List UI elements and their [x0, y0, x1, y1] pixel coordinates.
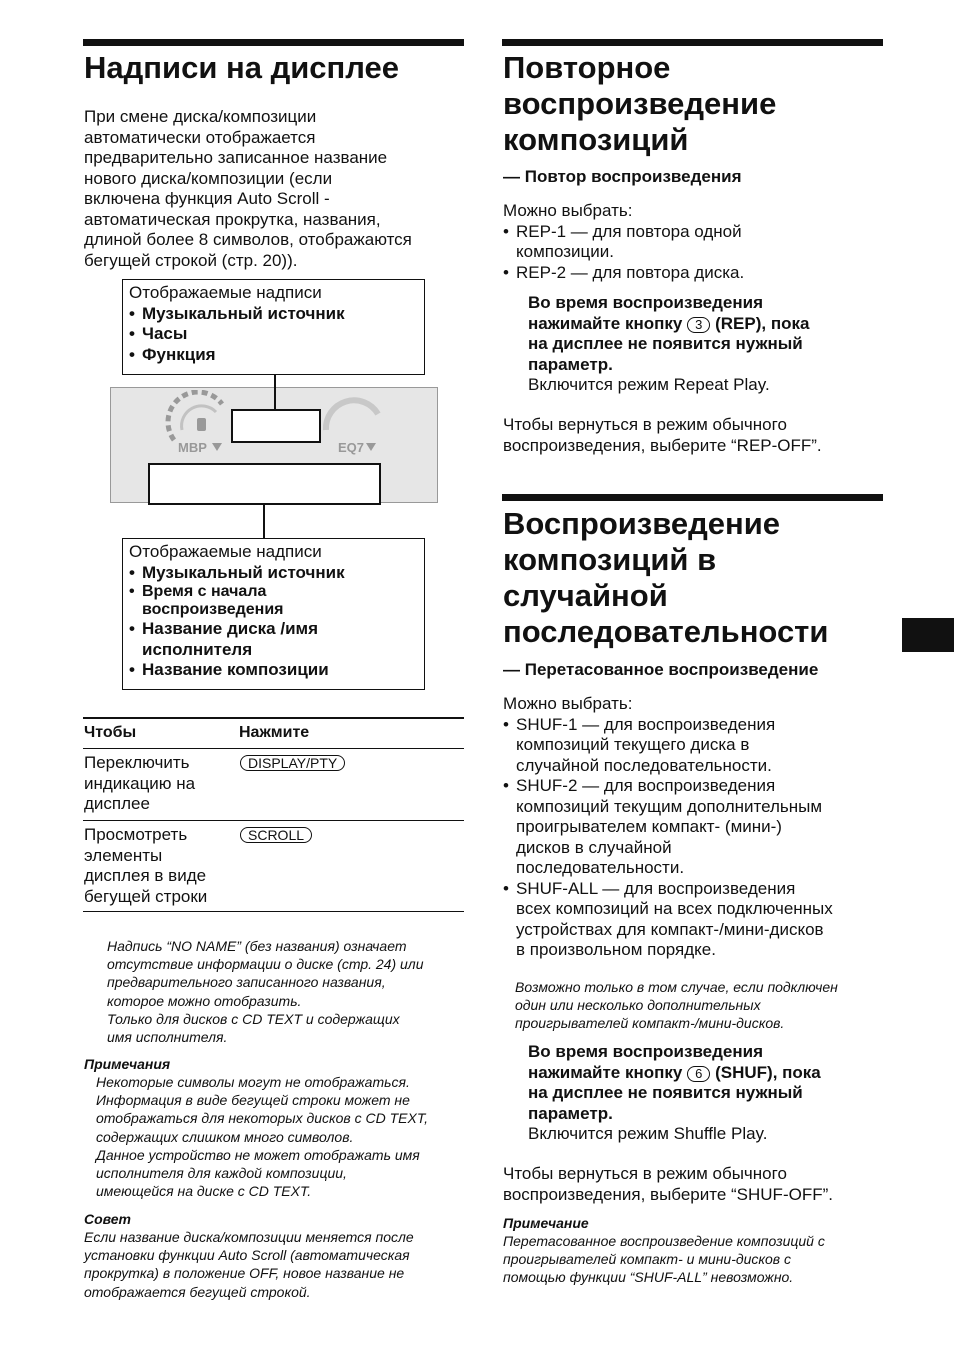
- table-header-col1: Чтобы: [84, 724, 137, 741]
- repeat-options: Можно выбрать: • REP-1 — для повтора одной композиции. • REP-2 — для повтора диска.: [503, 201, 744, 283]
- key-3: 3: [687, 317, 710, 333]
- section-tab-marker: [902, 618, 954, 652]
- shuffle-note-heading: Примечание: [503, 1215, 589, 1231]
- heading-rule-repeat: [502, 39, 883, 46]
- display-items-box-top: Отображаемые надписи • Музыкальный источник • Часы • Функция: [122, 279, 425, 375]
- scroll-key: SCROLL: [240, 827, 312, 845]
- shuffle-instruction: Во время воспроизведения нажимайте кнопку 6 (SHUF), пока на дисплее не появится нужный параметр. Включится режим Shuffle Play.: [528, 1042, 821, 1143]
- table-row-2-action: Просмотреть элементы дисплея в виде бегущей строки: [84, 825, 208, 906]
- table-bottom-rule: [83, 911, 464, 912]
- display-window-small: [231, 409, 321, 443]
- no-name-footnote: Надпись “NO NAME” (без названия) означает отсутствие информации о диске (стр. 24) или предварительного записанного названия, которое можно отобразить. Только для дисков с CD TEXT и содержащих имя исполнителя.: [107, 938, 424, 1046]
- heading-rule-shuffle: [502, 494, 883, 501]
- display-heading: Надписи на дисплее: [84, 50, 400, 85]
- table-header-col2: Нажмите: [239, 724, 310, 741]
- table-header-rule: [83, 748, 464, 749]
- tip-heading: Совет: [84, 1211, 132, 1227]
- key-6: 6: [687, 1066, 710, 1082]
- shuffle-heading: Воспроизведение композиций в случайной последовательности: [503, 506, 829, 649]
- mbp-dial-icon: [160, 390, 240, 460]
- notes-heading: Примечания: [84, 1056, 171, 1072]
- display-pty-key: DISPLAY/PTY: [240, 755, 345, 773]
- table-row-1-action: Переключить индикацию на дисплее: [84, 753, 196, 813]
- shuffle-note-body: Перетасованное воспроизведение композиций с проигрывателей компакт- и мини-дисков с помощью функции “SHUF-ALL” невозможно.: [503, 1233, 825, 1286]
- display-window-main: [148, 463, 381, 505]
- shuffle-subheading: — Перетасованное воспроизведение: [503, 660, 819, 679]
- eq7-label: EQ7: [338, 440, 365, 455]
- notes-body: Некоторые символы могут не отображаться. Информация в виде бегущей строки может не отображаться для некоторых дисков с CD TEXT, содержащих слишком много символов. Данное устройство не может отображать имя исполнителя для каждой композиции, имеющейся на диске с CD TEXT.: [96, 1074, 428, 1200]
- mbp-label: MBP: [178, 440, 207, 455]
- table-top-rule: [83, 717, 464, 719]
- heading-rule-left: [83, 39, 464, 46]
- shuffle-options: Можно выбрать: • SHUF-1 — для воспроизведения композиций текущего диска в случайной последовательности. • SHUF-2 — для воспроизведения композиций текущим дополнительным проигрывателем компакт- (мини-) дисков в случайной последовательности. • SHUF-ALL — для воспроизведения всех композиций на всех подключенных устройствах для компакт-/мини-дисков в произвольном порядке.: [503, 694, 833, 961]
- eq7-dial-icon: [318, 390, 388, 460]
- repeat-instruction: Во время воспроизведения нажимайте кнопку 3 (REP), пока на дисплее не появится нужный параметр. Включится режим Repeat Play.: [528, 293, 810, 394]
- connector-line-top: [274, 375, 276, 409]
- shuffle-footnote: Возможно только в том случае, если подключен один или несколько дополнительных проигрывателей компакт-/мини-дисков.: [515, 979, 838, 1032]
- repeat-subheading: — Повтор воспроизведения: [503, 167, 742, 186]
- display-intro: При смене диска/композиции автоматически отображается предварительно записанное название нового диска/композиции (если включена функция Auto Scroll - автоматическая прокрутка, названия, длиной более 8 символов, отображаются бегущей строкой (стр. 20)).: [84, 107, 412, 270]
- tip-body: Если название диска/композиции меняется после установки функции Auto Scroll (автоматическая прокрутка) в положение OFF, новое название не отображается бегущей строкой.: [84, 1229, 414, 1300]
- repeat-heading: Повторное воспроизведение композиций: [503, 50, 777, 157]
- display-items-box-bottom: Отображаемые надписи • Музыкальный источник • Время с начала воспроизведения • Название диска /имя исполнителя • Название композиции: [122, 538, 425, 690]
- shuffle-return-text: Чтобы вернуться в режим обычного воспроизведения, выберите “SHUF-OFF”.: [503, 1164, 833, 1204]
- table-row-rule: [83, 820, 464, 821]
- connector-line-bottom: [263, 505, 265, 538]
- repeat-return-text: Чтобы вернуться в режим обычного воспроизведения, выберите “REP-OFF”.: [503, 415, 822, 455]
